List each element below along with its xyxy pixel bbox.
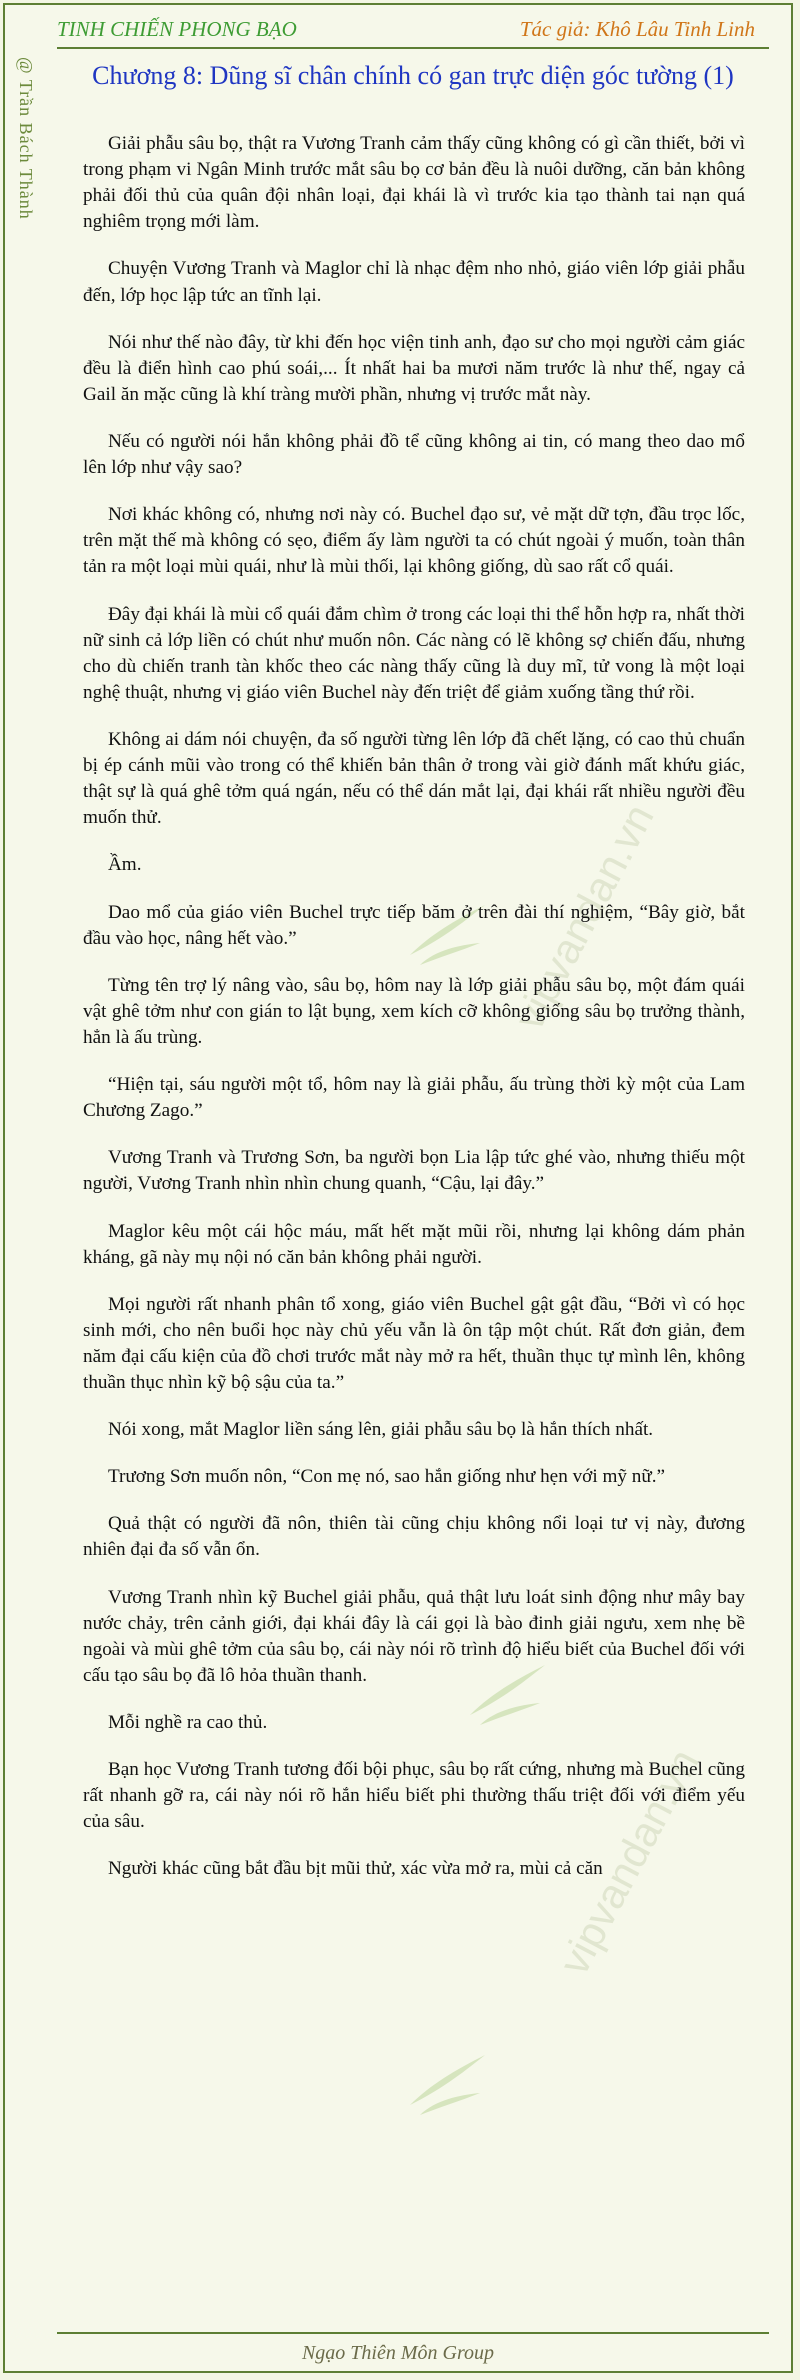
chapter-title: Chương 8: Dũng sĩ chân chính có gan trực diện góc tường (1) bbox=[92, 61, 734, 90]
paragraph: Không ai dám nói chuyện, đa số người từng lên lớp đã chết lặng, có cao thủ chuẩn bị ép cánh mũi vào trong có thể khiến bản thân ở trong vài giờ đánh mất khứu giác, thật sự là quá ghê tởm quá ngán, nếu có thể dán mắt lại, đại khái rất nhiều người đều muốn thử. bbox=[83, 728, 745, 829]
paragraph: Nói xong, mắt Maglor liền sáng lên, giải phẫu sâu bọ là hắn thích nhất. bbox=[107, 1419, 654, 1441]
paragraph: Vương Tranh nhìn kỹ Buchel giải phẫu, quả thật lưu loát sinh động như mây bay nước chảy, trên cảnh giới, đại khái đây là cái gọi là bào đinh giải ngưu, xem nhẹ bề ngoài và mùi ghê tởm của sâu bọ, cái này nói rõ trình độ hiểu biết của Buchel đối với cấu tạo sâu bọ đã lô hỏa thuần thanh. bbox=[83, 1586, 745, 1686]
paragraph: Bạn học Vương Tranh tương đối bội phục, sâu bọ rất cứng, nhưng mà Buchel cũng rất nhanh gỡ ra, cái này nói rõ hắn hiểu biết phi thường thấu triệt đối với điểm yếu của sâu. bbox=[83, 1759, 745, 1833]
paragraph: Đây đại khái là mùi cổ quái đắm chìm ở trong các loại thi thể hỗn hợp ra, nhất thời nữ sinh cả lớp liền có chút như muốn nôn. Các nàng có lẽ không sợ chiến đấu, nhưng cho dù chiến tranh tàn khốc theo các nàng thấy cũng là duy mĩ, tử vong là một loại nghệ thuật, nhưng vị giáo viên Buchel này đến triệt để giảm xuống tầng thứ rồi. bbox=[83, 603, 745, 703]
watermark: vipvandan.vn bbox=[505, 796, 663, 1038]
header-divider bbox=[57, 47, 769, 49]
side-credit bbox=[15, 57, 45, 277]
paragraph: Từng tên trợ lý nâng vào, sâu bọ, hôm nay là lớp giải phẫu sâu bọ, một đám quái vật ghê tởm như con gián to lật bụng, xem kích cỡ không giống sâu bọ trưởng thành, hẳn là ấu trùng. bbox=[83, 974, 745, 1048]
watermark: vipvandan.vn bbox=[550, 1741, 708, 1983]
paragraph: Trương Sơn muốn nôn, “Con mẹ nó, sao hắn giống như hẹn với mỹ nữ.” bbox=[107, 1466, 666, 1488]
paragraph: Chuyện Vương Tranh và Maglor chỉ là nhạc đệm nho nhỏ, giáo viên lớp giải phẫu đến, lớp học lập tức an tĩnh lại. bbox=[83, 258, 745, 306]
page-frame bbox=[3, 3, 793, 2373]
paragraph: Dao mổ của giáo viên Buchel trực tiếp băm ở trên đài thí nghiệm, “Bây giờ, bắt đầu vào học, nâng hết vào.” bbox=[83, 901, 745, 949]
paragraph: Nơi khác không có, nhưng nơi này có. Buchel đạo sư, vẻ mặt dữ tợn, đầu trọc lốc, trên mặt thế mà không có sẹo, điểm ấy làm người ta có chút ngoài ý muốn, toàn thân tản ra một loại mùi quái, như là mùi thối, lại không giống, dù sao rất cổ quái. bbox=[83, 504, 745, 578]
paragraph: Ầm. bbox=[107, 854, 142, 876]
page-header bbox=[5, 5, 791, 55]
chapter-body bbox=[83, 131, 745, 1904]
paragraph: Người khác cũng bắt đầu bịt mũi thử, xác vừa mở ra, mùi cả căn bbox=[107, 1858, 603, 1880]
paragraph: Quả thật có người đã nôn, thiên tài cũng chịu không nổi loại tư vị này, đương nhiên đại đa số vẫn ổn. bbox=[83, 1513, 745, 1561]
author-credit: Tác giả: Khô Lâu Tinh Linh bbox=[519, 17, 755, 41]
footer-divider bbox=[57, 2332, 769, 2334]
paragraph: Nói như thế nào đây, từ khi đến học viện tinh anh, đạo sư cho mọi người cảm giác đều là điển hình cao phú soái,... Ít nhất hai ba mươi năm trước là như thế, ngay cả Gail ăn mặc cũng là khí tràng mười phần, nhưng vị trước mắt này. bbox=[83, 331, 745, 405]
paragraph: “Hiện tại, sáu người một tổ, hôm nay là giải phẫu, ấu trùng thời kỳ một của Lam Chương Zago.” bbox=[83, 1074, 745, 1122]
paragraph: Giải phẫu sâu bọ, thật ra Vương Tranh cảm thấy cũng không có gì cần thiết, bởi vì trong phạm vi Ngân Minh trước mắt sâu bọ cơ bản đều là nuôi dưỡng, căn bản không phải đối thủ của quân đội nhân loại, đại khái là vì trước kia tạo thành tai nạn quá nghiêm trọng mới làm. bbox=[83, 133, 745, 233]
translator-credit: @ Trần Bách Thành bbox=[16, 57, 36, 220]
bamboo-leaf-icon bbox=[400, 2035, 490, 2125]
story-title: TINH CHIẾN PHONG BẠO bbox=[57, 17, 297, 41]
paragraph: Vương Tranh và Trương Sơn, ba người bọn Lia lập tức ghé vào, nhưng thiếu một người, Vương Tranh nhìn nhìn chung quanh, “Cậu, lại đây.” bbox=[83, 1147, 745, 1195]
footer-group: Ngạo Thiên Môn Group bbox=[301, 2342, 495, 2364]
paragraph: Mỗi nghề ra cao thủ. bbox=[107, 1712, 268, 1734]
paragraph: Mọi người rất nhanh phân tổ xong, giáo viên Buchel gật gật đầu, “Bởi vì có học sinh mới, cho nên buổi học này chủ yếu vẫn là ôn tập một chút. Rất đơn giản, đem năm đại cấu kiện của đồ chơi trước mắt này mở ra hết, thuần thục tự mình lên, không thuần thục nhìn kỹ bộ sậu của ta.” bbox=[83, 1293, 745, 1394]
paragraph: Nếu có người nói hắn không phải đồ tể cũng không ai tin, có mang theo dao mổ lên lớp như vậy sao? bbox=[83, 430, 745, 479]
paragraph: Maglor kêu một cái hộc máu, mất hết mặt mũi rồi, nhưng lại không dám phản kháng, gã này mụ nội nó căn bản không phải người. bbox=[83, 1220, 745, 1268]
